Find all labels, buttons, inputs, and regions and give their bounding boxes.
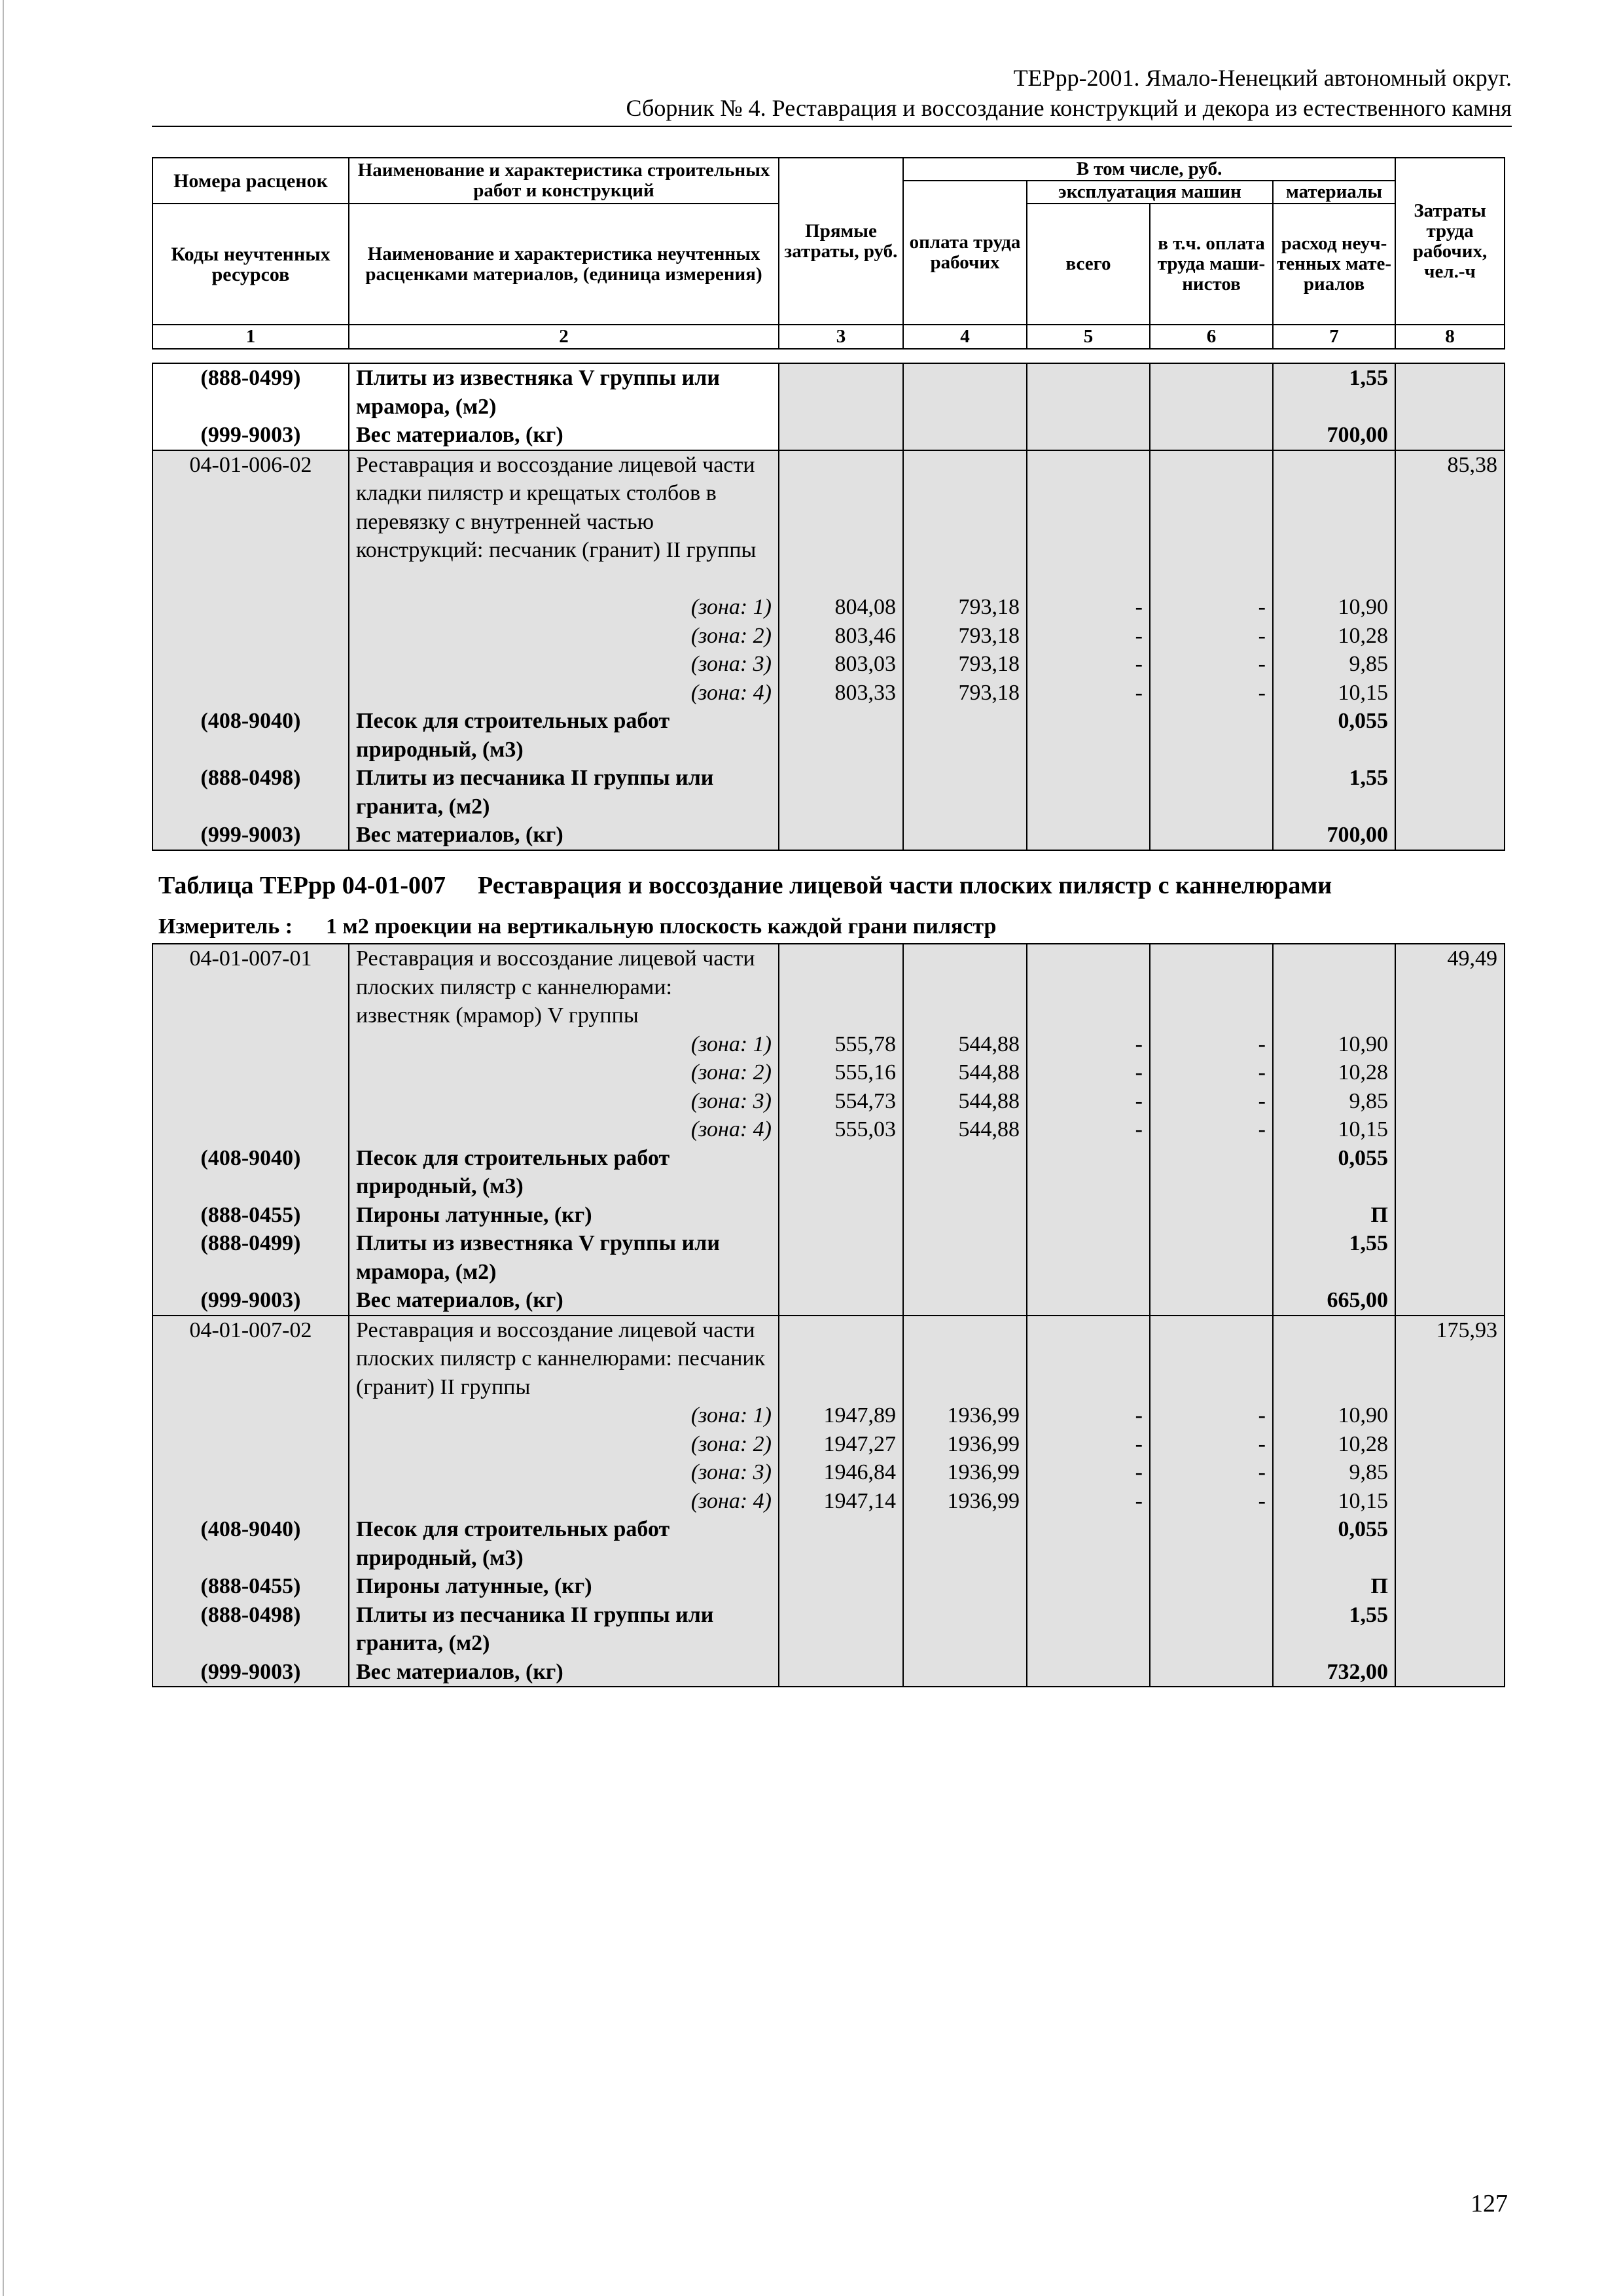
resource-name: Песок для строительных работ природный, (м3) (349, 707, 779, 764)
rate-code: 04-01-007-01 (152, 944, 349, 973)
resource-row (152, 1658, 1505, 1687)
zone-label: (зона: 3) (690, 1460, 772, 1484)
resource-row (152, 1601, 1505, 1630)
zone-label: (зона: 1) (690, 595, 772, 619)
resource-name: Пироны латунные, (кг) (349, 1572, 779, 1601)
resource-value: 1,55 (1273, 1229, 1395, 1258)
zone-row (152, 679, 1505, 708)
machine-total: - (1027, 1058, 1150, 1087)
header-machine-total: всего (1027, 204, 1150, 325)
materials-cost: 10,15 (1273, 1487, 1395, 1516)
rate-code: 04-01-007-02 (152, 1316, 349, 1345)
resource-name: Песок для строительных работ природный, (м3) (349, 1144, 779, 1201)
zone-row (152, 650, 1505, 679)
running-header-line-1: ТЕРрр-2001. Ямало-Ненецкий автономный округ. (1013, 65, 1512, 91)
machinist-pay: - (1150, 1115, 1273, 1144)
rate-name: Реставрация и воссоздание лицевой части кладки пилястр и крещатых столбов в перевязку с внутренней частью конструкций: песчаник (гранит) II группы (349, 450, 779, 594)
machine-total: - (1027, 1087, 1150, 1116)
rate-name: Реставрация и воссоздание лицевой части плоских пилястр с каннелюрами: известняк (мрамор) V группы (349, 944, 779, 1030)
col-number: 8 (1395, 325, 1505, 349)
header-labor-costs: Затраты труда рабочих, чел.-ч (1395, 158, 1505, 325)
rate-row (152, 450, 1505, 480)
materials-cost: 10,28 (1273, 1058, 1395, 1087)
zone-label: (зона: 2) (690, 1060, 772, 1085)
machinist-pay: - (1150, 593, 1273, 622)
resource-row (152, 1144, 1505, 1173)
rate-row (152, 944, 1505, 973)
header-work-name: Наименование и характеристика строительных работ и конструкций (349, 158, 779, 204)
rates-table-04-01-006 (152, 363, 1505, 851)
resource-row (152, 421, 1505, 450)
resource-code: (888-0499) (152, 1229, 349, 1258)
resource-value: 700,00 (1273, 421, 1395, 450)
direct-costs: 1946,84 (779, 1458, 903, 1487)
table-title-code: Таблица ТЕРрр 04-01-007 (158, 872, 446, 899)
resource-name: Пироны латунные, (кг) (349, 1201, 779, 1230)
materials-cost: 10,90 (1273, 1030, 1395, 1059)
header-rates-numbers: Номера расценок (152, 158, 349, 204)
resource-name: Плиты из песчаника II группы или гранита, (м2) (349, 764, 779, 821)
machinist-pay: - (1150, 622, 1273, 651)
rate-code: 04-01-006-02 (152, 450, 349, 480)
col-number: 3 (779, 325, 903, 349)
machinist-pay: - (1150, 1458, 1273, 1487)
resource-code: (888-0455) (152, 1572, 349, 1601)
col-number: 4 (903, 325, 1027, 349)
meter-label: Измеритель : (158, 914, 293, 939)
zone-row (152, 1487, 1505, 1516)
labor-pay: 793,18 (903, 622, 1027, 651)
resource-value: П (1273, 1572, 1395, 1601)
materials-cost: 10,90 (1273, 593, 1395, 622)
resource-name: Вес материалов, (кг) (349, 421, 779, 450)
resource-code: (888-0498) (152, 1601, 349, 1630)
resource-value: 0,055 (1273, 1515, 1395, 1544)
machinist-pay: - (1150, 1030, 1273, 1059)
resource-name: Плиты из песчаника II группы или гранита, (м2) (349, 1601, 779, 1658)
resource-name: Вес материалов, (кг) (349, 1286, 779, 1316)
header-labor-pay: оплата труда рабочих (903, 181, 1027, 325)
materials-cost: 10,15 (1273, 1115, 1395, 1144)
rates-table-04-01-007 (152, 943, 1505, 1687)
direct-costs: 803,33 (779, 679, 903, 708)
resource-code: (888-0498) (152, 764, 349, 793)
zone-label: (зона: 1) (690, 1403, 772, 1427)
zone-row (152, 1087, 1505, 1116)
rate-name: Реставрация и воссоздание лицевой части плоских пилястр с каннелюрами: песчаник (гранит) II группы (349, 1316, 779, 1402)
labor-pay: 1936,99 (903, 1487, 1027, 1516)
resource-row (152, 1229, 1505, 1258)
resource-value: 0,055 (1273, 1144, 1395, 1173)
materials-cost: 10,28 (1273, 1430, 1395, 1459)
machine-total: - (1027, 1430, 1150, 1459)
machinist-pay: - (1150, 1487, 1273, 1516)
zone-label: (зона: 4) (690, 1117, 772, 1141)
machinist-pay: - (1150, 1058, 1273, 1087)
zone-row (152, 622, 1505, 651)
resource-code: (408-9040) (152, 1144, 349, 1173)
zone-row (152, 1458, 1505, 1487)
resource-row (152, 764, 1505, 793)
direct-costs: 804,08 (779, 593, 903, 622)
header-materials-name: Наименование и характеристика неучтенных расценками материалов, (единица измерения) (349, 204, 779, 325)
resource-code: (888-0455) (152, 1201, 349, 1230)
zone-label: (зона: 4) (690, 1488, 772, 1513)
resource-value: 1,55 (1273, 363, 1395, 393)
zone-label: (зона: 4) (690, 680, 772, 705)
resource-value: 732,00 (1273, 1658, 1395, 1687)
direct-costs: 1947,27 (779, 1430, 903, 1459)
header-rule (152, 126, 1512, 127)
resource-name: Вес материалов, (кг) (349, 1658, 779, 1687)
zone-row (152, 1030, 1505, 1059)
rate-labor-costs: 49,49 (1395, 944, 1505, 973)
machinist-pay: - (1150, 1401, 1273, 1430)
header-machinist-pay: в т.ч. оплата труда маши- нистов (1150, 204, 1273, 325)
labor-pay: 1936,99 (903, 1401, 1027, 1430)
direct-costs: 803,46 (779, 622, 903, 651)
zone-label: (зона: 3) (690, 652, 772, 676)
zone-row (152, 1430, 1505, 1459)
header-materials: материалы (1273, 181, 1395, 204)
col-number: 6 (1150, 325, 1273, 349)
labor-pay: 544,88 (903, 1115, 1027, 1144)
machine-total: - (1027, 1487, 1150, 1516)
resource-row (152, 1201, 1505, 1230)
resource-value: П (1273, 1201, 1395, 1230)
labor-pay: 793,18 (903, 679, 1027, 708)
materials-cost: 9,85 (1273, 1458, 1395, 1487)
resource-value: 0,055 (1273, 707, 1395, 736)
direct-costs: 1947,14 (779, 1487, 903, 1516)
zone-label: (зона: 1) (690, 1031, 772, 1056)
resource-name: Вес материалов, (кг) (349, 821, 779, 850)
resource-code: (999-9003) (152, 1658, 349, 1687)
machinist-pay: - (1150, 1430, 1273, 1459)
machine-total: - (1027, 1115, 1150, 1144)
zone-label: (зона: 2) (690, 1431, 772, 1456)
direct-costs: 803,03 (779, 650, 903, 679)
resource-row (152, 363, 1505, 393)
machine-total: - (1027, 593, 1150, 622)
materials-cost: 10,90 (1273, 1401, 1395, 1430)
labor-pay: 1936,99 (903, 1430, 1027, 1459)
page-number: 127 (1471, 2190, 1508, 2217)
materials-cost: 10,28 (1273, 622, 1395, 651)
meter-line (158, 914, 996, 939)
materials-cost: 9,85 (1273, 650, 1395, 679)
machinist-pay: - (1150, 1087, 1273, 1116)
table-title-name: Реставрация и воссоздание лицевой части плоских пилястр с каннелюрами (478, 872, 1332, 899)
machine-total: - (1027, 679, 1150, 708)
col-number: 5 (1027, 325, 1150, 349)
zone-row (152, 1401, 1505, 1430)
labor-pay: 544,88 (903, 1030, 1027, 1059)
labor-pay: 544,88 (903, 1087, 1027, 1116)
resource-row (152, 821, 1505, 850)
header-machine-operation: эксплуатация машин (1027, 181, 1273, 204)
resource-code: (408-9040) (152, 1515, 349, 1544)
machine-total: - (1027, 1458, 1150, 1487)
table-header (152, 157, 1505, 350)
resource-row (152, 1286, 1505, 1316)
resource-row (152, 1515, 1505, 1544)
rate-row (152, 1316, 1505, 1345)
resource-value: 665,00 (1273, 1286, 1395, 1316)
machine-total: - (1027, 1030, 1150, 1059)
machinist-pay: - (1150, 650, 1273, 679)
resource-code: (999-9003) (152, 421, 349, 450)
labor-pay: 1936,99 (903, 1458, 1027, 1487)
col-number: 1 (152, 325, 349, 349)
direct-costs: 1947,89 (779, 1401, 903, 1430)
direct-costs: 555,16 (779, 1058, 903, 1087)
header-materials-consumption: расход неуч- тенных мате- риалов (1273, 204, 1395, 325)
header-including: В том числе, руб. (903, 158, 1395, 181)
direct-costs: 554,73 (779, 1087, 903, 1116)
resource-value: 700,00 (1273, 821, 1395, 850)
rate-labor-costs: 175,93 (1395, 1316, 1505, 1345)
direct-costs: 555,03 (779, 1115, 903, 1144)
page-edge-line (3, 0, 4, 2296)
resource-code: (408-9040) (152, 707, 349, 736)
rate-labor-costs: 85,38 (1395, 450, 1505, 480)
resource-value: 1,55 (1273, 764, 1395, 793)
meter-value: 1 м2 проекции на вертикальную плоскость каждой грани пилястр (326, 914, 997, 939)
labor-pay: 544,88 (903, 1058, 1027, 1087)
materials-cost: 10,15 (1273, 679, 1395, 708)
running-header-line-2: Сборник № 4. Реставрация и воссоздание конструкций и декора из естественного камня (626, 95, 1512, 121)
direct-costs: 555,78 (779, 1030, 903, 1059)
header-direct-costs: Прямые затраты, руб. (779, 158, 903, 325)
resource-code: (888-0499) (152, 363, 349, 393)
resource-value: 1,55 (1273, 1601, 1395, 1630)
labor-pay: 793,18 (903, 593, 1027, 622)
table-title (158, 871, 1332, 900)
machine-total: - (1027, 1401, 1150, 1430)
resource-name: Плиты из известняка V группы или мрамора, (м2) (349, 363, 779, 421)
header-resource-codes: Коды неучтенных ресурсов (152, 204, 349, 325)
labor-pay: 793,18 (903, 650, 1027, 679)
zone-label: (зона: 2) (690, 623, 772, 648)
resource-name: Плиты из известняка V группы или мрамора, (м2) (349, 1229, 779, 1286)
zone-row (152, 1058, 1505, 1087)
resource-code: (999-9003) (152, 821, 349, 850)
resource-code: (999-9003) (152, 1286, 349, 1316)
resource-row (152, 707, 1505, 736)
col-number: 2 (349, 325, 779, 349)
running-header (626, 63, 1512, 123)
machine-total: - (1027, 622, 1150, 651)
machine-total: - (1027, 650, 1150, 679)
resource-name: Песок для строительных работ природный, (м3) (349, 1515, 779, 1572)
zone-row (152, 1115, 1505, 1144)
machinist-pay: - (1150, 679, 1273, 708)
col-number: 7 (1273, 325, 1395, 349)
resource-row (152, 1572, 1505, 1601)
zone-row (152, 593, 1505, 622)
zone-label: (зона: 3) (690, 1088, 772, 1113)
materials-cost: 9,85 (1273, 1087, 1395, 1116)
